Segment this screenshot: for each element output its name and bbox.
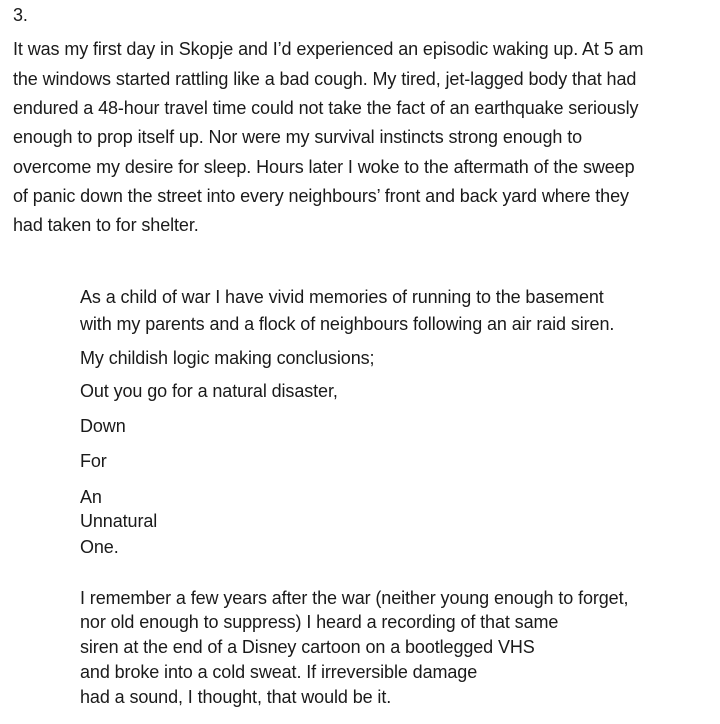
poem-line-2: Out you go for a natural disaster, <box>80 381 338 401</box>
poem-line-1: My childish logic making conclusions; <box>80 348 375 368</box>
paragraph-3-line-4: and broke into a cold sweat. If irreversible damage <box>80 662 478 682</box>
paragraph-1-line-1: It was my first day in Skopje and I’d experienced an episodic waking up. At 5 am <box>13 39 644 59</box>
paragraph-1-line-7: had taken to for shelter. <box>13 215 199 235</box>
poem-line-6: Unnatural <box>80 511 158 531</box>
paragraph-1-line-6: of panic down the street into every neighbours’ front and back yard where they <box>13 186 629 206</box>
paragraph-3-line-2: nor old enough to suppress) I heard a recording of that same <box>80 612 559 632</box>
poem-line-7: One. <box>80 537 119 557</box>
paragraph-1-line-4: enough to prop itself up. Nor were my survival instincts strong enough to <box>13 127 582 147</box>
poem-line-4: For <box>80 451 107 471</box>
paragraph-3-line-1: I remember a few years after the war (neither young enough to forget, <box>80 588 629 608</box>
paragraph-1-line-3: endured a 48-hour travel time could not take the fact of an earthquake seriously <box>13 98 639 118</box>
paragraph-3-line-5: had a sound, I thought, that would be it. <box>80 687 392 707</box>
section-number: 3. <box>13 5 28 25</box>
paragraph-2-line-1: As a child of war I have vivid memories of running to the basement <box>80 287 604 307</box>
paragraph-1-line-5: overcome my desire for sleep. Hours later I woke to the aftermath of the sweep <box>13 157 635 177</box>
poem-line-3: Down <box>80 416 126 436</box>
poem-line-5: An <box>80 487 102 507</box>
paragraph-1-line-2: the windows started rattling like a bad cough. My tired, jet-lagged body that had <box>13 69 637 89</box>
paragraph-3-line-3: siren at the end of a Disney cartoon on a bootlegged VHS <box>80 637 535 657</box>
paragraph-2-line-2: with my parents and a flock of neighbours following an air raid siren. <box>80 314 615 334</box>
